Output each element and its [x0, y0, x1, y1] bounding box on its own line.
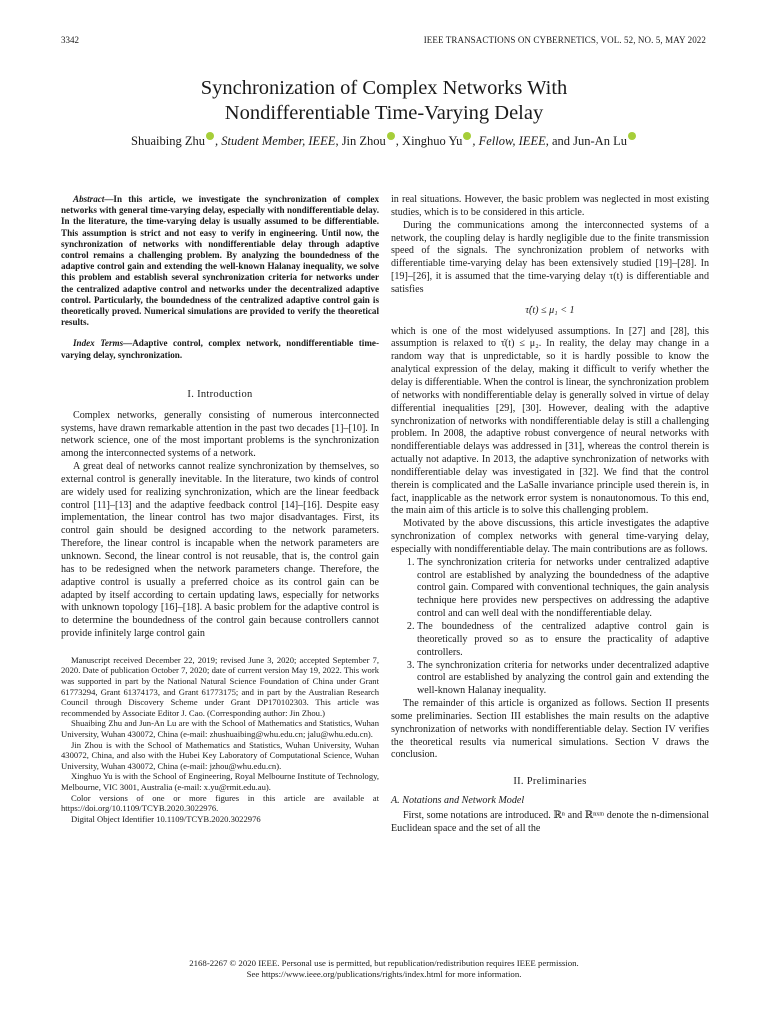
index-terms-text: —Adaptive control, complex network, nondifferentiable time-varying delay, synchronization. — [61, 338, 379, 360]
paragraph: First, some notations are introduced. ℝⁿ and ℝⁿˣᵐ denote the n-dimensional Euclidean space and the set of all the — [391, 809, 709, 834]
list-item: 1. The synchronization criteria for networks under centralized adaptive control are established by analyzing the boundedness of the adaptive control gain. Compared with conventional techniques, the gain analysis technique here provides new perspectives on addressing the adaptive control and can well deal with the nondifferentiable delay. — [417, 557, 709, 621]
contribution-list — [391, 557, 709, 698]
orcid-icon[interactable] — [628, 132, 636, 140]
index-terms-label: Index Terms — [73, 338, 124, 349]
footnote: Digital Object Identifier 10.1109/TCYB.2020.3022976 — [71, 813, 261, 824]
rights-link-line[interactable]: See https://www.ieee.org/publications/rights/index.html for more information. — [246, 969, 522, 979]
author-list — [40, 132, 728, 149]
abstract-label: Abstract — [73, 194, 105, 204]
copyright-line: 2168-2267 © 2020 IEEE. Personal use is permitted, but republication/redistribution requires IEEE permission. — [189, 958, 579, 968]
list-item: 3. The synchronization criteria for networks under decentralized adaptive control are established by analyzing the control gain and extending the well-known Halanay inequality. — [417, 660, 709, 699]
left-column — [61, 194, 379, 824]
list-item: 2. The boundedness of the centralized adaptive control gain is theoretically proved so as to ensure the practicality of adaptive controllers. — [417, 621, 709, 660]
paragraph: in real situations. However, the basic problem was neglected in most existing studies, which is to be considered in this article. — [391, 194, 709, 218]
footnote: Shuaibing Zhu and Jun-An Lu are with the School of Mathematics and Statistics, Wuhan University, Wuhan 430072, China (e-mail: zhushuaibing@whu.edu.cn; jalu@whu.edu.cn). — [61, 718, 379, 740]
author-name: , Jin Zhou — [335, 134, 386, 148]
subsection-heading: A. Notations and Network Model — [391, 795, 525, 807]
author-role: , Student Member, IEEE — [214, 134, 336, 148]
title-block — [40, 76, 728, 149]
footnote: Manuscript received December 22, 2019; revised June 3, 2020; accepted September 7, 2020. Date of publication October 7, 2020; date of current version May 19, 2022. This work was supported in part by the National Natural Science Foundation of China under Grant 61773294, Grant 61374173, and Grant 61773175; and in part by the Australian Research Council through Discovery Scheme under Grant DP170102303. This article was recommended by Associate Editor J. Cao. (Corresponding author: Jin Zhou.) — [61, 654, 379, 718]
page-number: 3342 — [61, 35, 79, 45]
footnote: Jin Zhou is with the School of Mathematics and Statistics, Wuhan University, Wuhan 430072, China, and also with the Hubei Key Laboratory of Computational Science, Wuhan University, Wuhan 430072, China (e-mail: jzhou@whu.edu.cn). — [61, 739, 379, 771]
copyright-notice — [0, 958, 768, 980]
paragraph: Complex networks, generally consisting of numerous interconnected systems, have drawn remarkable attention in the past two decades [1]–[10]. In network science, one of the most important problems is the synchronization among the interconnected systems of a network. — [61, 409, 379, 460]
orcid-icon[interactable] — [387, 132, 395, 140]
section-heading: I. Introduction — [187, 388, 253, 400]
abstract — [61, 194, 379, 328]
footnote: Color versions of one or more figures in this article are available at https://doi.org/10.1109/TCYB.2020.3022976. — [61, 792, 379, 814]
author-name: , Xinghuo Yu — [395, 134, 463, 148]
footnotes — [61, 655, 379, 825]
paragraph: which is one of the most widelyused assumptions. In [27] and [28], this assumption is relaxed to τ̇(t) ≤ μ₂. In reality, the delay may change in a random way that is unpredictable, so it is hardly possible to know the analytical expression of the delay, making it difficult to verify whether the delay is differentiable. When the control is linear, the synchronization problem of networks with nondifferentiable delay is generally solved in virtue of delay differential inequalities [29], [30]. However, dealing with the adaptive synchronization of networks with nondifferentiable delay is still a challenging problem. In 2008, the adaptive robust convergence of neural networks with nondifferentiable delays was addressed in [31], whereas the control therein is actually not adaptive. In 2013, the adaptive synchronization of networks with nondifferentiable delay was investigated in [32]. We find that the control therein is complicated and the LaSalle invariance principle used therein is, in fact, inapplicable as the network error system is nonautonomous. To this end, the main aim of this article is to solve this challenging problem. — [391, 325, 709, 517]
right-column — [391, 194, 709, 836]
author-role: , Fellow, IEEE — [472, 134, 546, 148]
paragraph: The remainder of this article is organized as follows. Section II presents some preliminaries. Section III establishes the main results on the adaptive synchronization of networks with nondifferentiable delay. Section IV verifies the theoretical results via numerical simulations. Section V draws the conclusion. — [391, 698, 709, 761]
paragraph: Motivated by the above discussions, this article investigates the adaptive synchronization of complex networks with general time-varying delay, especially with nondifferentiable delay. The main contributions are as follows. — [391, 518, 709, 555]
paper-title-line2: Nondifferentiable Time-Varying Delay — [224, 102, 544, 124]
index-terms — [61, 338, 379, 360]
footnote: Xinghuo Yu is with the School of Engineering, Royal Melbourne Institute of Technology, Melbourne, VIC 3001, Australia (e-mail: x.yu@rmit.edu.au). — [61, 771, 379, 792]
orcid-icon[interactable] — [206, 132, 214, 140]
abstract-text: —In this article, we investigate the synchronization of complex networks with general time-varying delay, especially with nondifferentiable delay. In the literature, the time-varying delay is usually assumed to be differentiable. This assumption is strict and not easy to verify in engineering. Until now, the synchronization of networks with nondifferentiable delay through adaptive control remains a challenging problem. By analyzing the boundedness of the adaptive control gain and extending the well-known Halanay inequality, we solve this problem and establish several synchronization criteria for networks under the centralized adaptive control and networks under the decentralized adaptive control. Particularly, the boundedness of the centralized adaptive control gain is theoretically proved. Numerical simulations are provided to verify the theoretical results. — [61, 194, 379, 328]
paragraph: A great deal of networks cannot realize synchronization by themselves, so external control is generally inevitable. In the literature, two kinds of control are widely used for realizing synchronization, which are the linear feedback control [11]–[13] and the adaptive feedback control [14]–[16]. Despite easy implementation, the linear control has two major disadvantages. First, its control gain should be designed according to the network parameters. Therefore, the linear control is incapable when the network parameters are unknown. Second, the linear control is not reusable, that is, the control gain has to be redesigned when the network parameters change. Therefore, the adaptive control is usually a preferred choice as its control gain can be adapted by itself according to certain updating laws, especially for networks with unknown topology [16]–[18]. A basic problem for the adaptive control is to determine the boundedness of the control gain because controllers cannot provide infinitely large control gain — [61, 461, 379, 640]
paper-title-line1: Synchronization of Complex Networks With — [200, 77, 568, 99]
author-name: Shuaibing Zhu — [131, 134, 205, 148]
paragraph: During the communications among the interconnected systems of a network, the coupling delay is hardly negligible due to the finite transmission speed of the signals. The synchronization problem of networks with differentiable time-varying delay has been extensively studied [19]–[28]. In [19]–[26], it is assumed that the time-varying delay τ(t) is differentiable and satisfies — [391, 219, 709, 295]
section-heading: II. Preliminaries — [513, 776, 587, 788]
journal-header: IEEE TRANSACTIONS ON CYBERNETICS, VOL. 52, NO. 5, MAY 2022 — [423, 35, 706, 45]
author-name: , and Jun-An Lu — [545, 134, 627, 148]
equation: τ̇(t) ≤ μ₁ < 1 — [525, 304, 575, 316]
orcid-icon[interactable] — [463, 132, 471, 140]
